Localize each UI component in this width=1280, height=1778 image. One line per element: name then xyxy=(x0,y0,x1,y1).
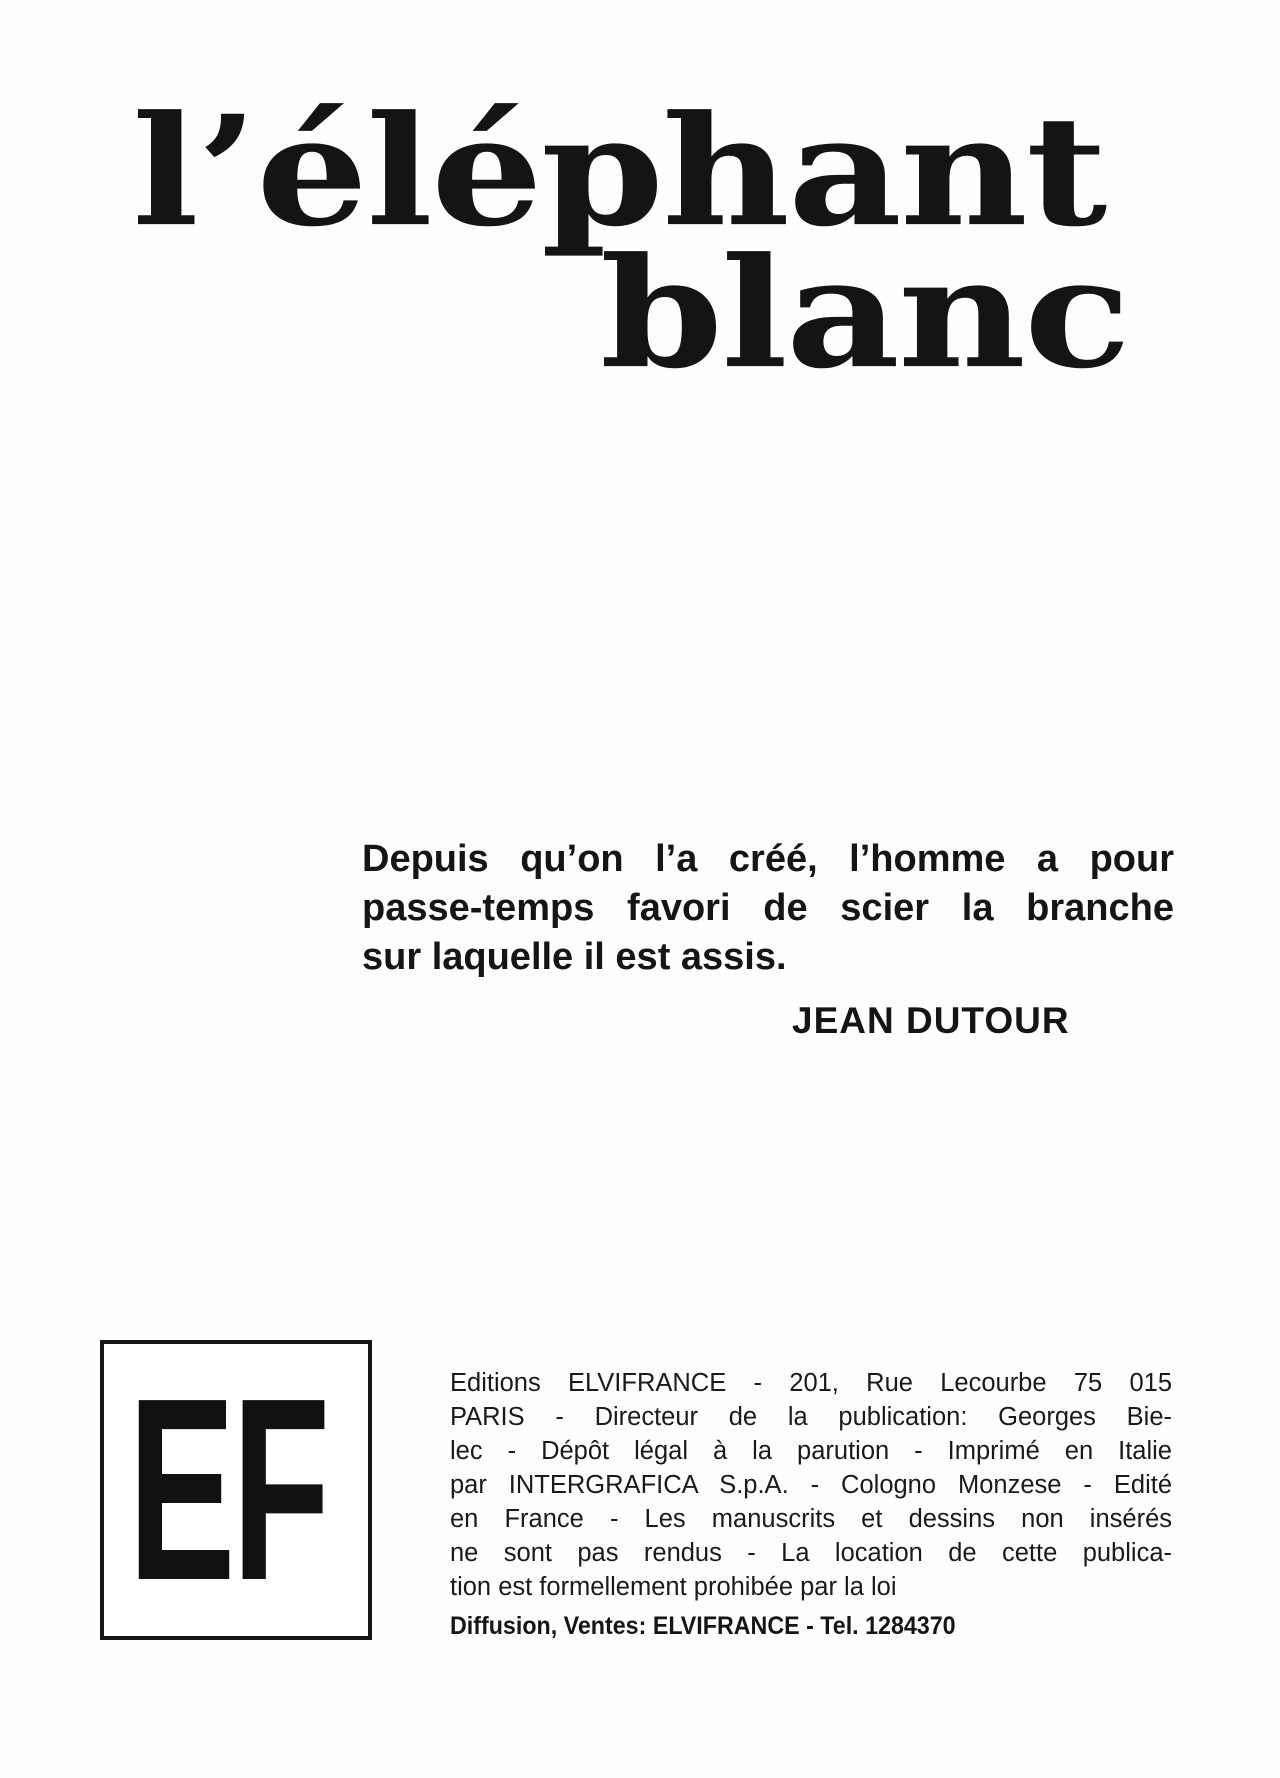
diffusion-line: Diffusion, Ventes: ELVIFRANCE - Tel. 1284370 xyxy=(450,1612,956,1640)
title-line-2: blanc xyxy=(600,224,1130,403)
imprint-notice xyxy=(450,1366,1172,1604)
publisher-logo xyxy=(100,1340,372,1640)
quote-author: JEAN DUTOUR xyxy=(792,1000,1070,1041)
quote-line: passe-temps favori de scier la branche xyxy=(362,887,1174,929)
imprint-line: en France - Les manuscrits et dessins non insérés xyxy=(450,1505,1172,1533)
logo-letters: EF xyxy=(128,1345,327,1635)
imprint-line: lec - Dépôt légal à la parution - Imprimé en Italie xyxy=(450,1437,1172,1465)
imprint-line: tion est formellement prohibée par la loi xyxy=(450,1573,897,1601)
title-line-1: l’éléphant xyxy=(132,82,1106,261)
imprint-line: ne sont pas rendus - La location de cette publica- xyxy=(450,1539,1172,1567)
imprint-line: Editions ELVIFRANCE - 201, Rue Lecourbe 75 015 xyxy=(450,1369,1172,1397)
imprint-line: par INTERGRAFICA S.p.A. - Cologno Monzese - Edité xyxy=(450,1471,1172,1499)
imprint-line: PARIS - Directeur de la publication: Georges Bie- xyxy=(450,1403,1172,1431)
quote-line: sur laquelle il est assis. xyxy=(362,936,787,978)
quote-line: Depuis qu’on l’a créé, l’homme a pour xyxy=(362,838,1174,880)
epigraph-quote xyxy=(362,835,1174,982)
